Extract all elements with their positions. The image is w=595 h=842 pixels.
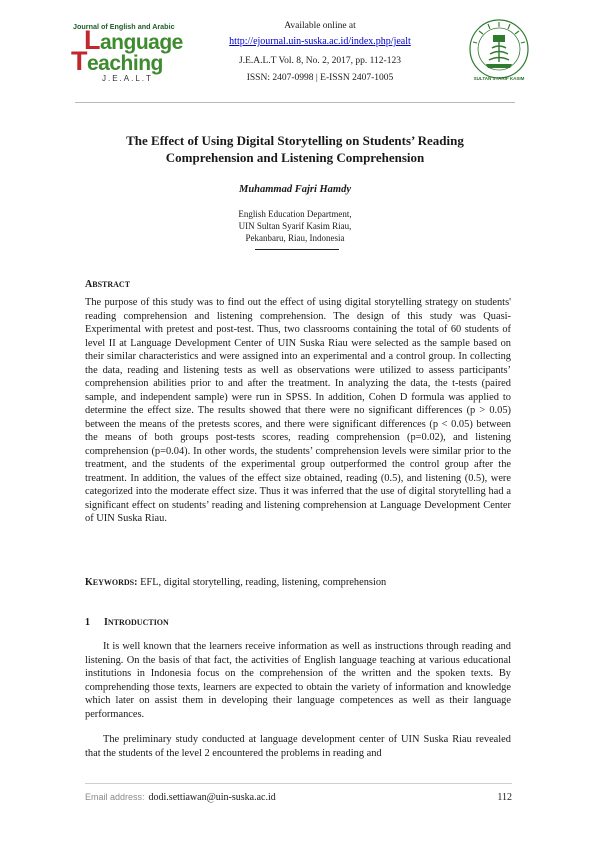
abstract-text: The purpose of this study was to find out the effect of using digital storytelling strategy on students' reading comprehension and listening comprehension. The design of this study was Quasi-Experimental with pretest and post-test. Thus, two classrooms containing the total of 60 students of level II at Language Development Center of UIN Suska Riau were selected as the sample based on their similar characteristics and were assigned into an experimental and a control group. In collecting the data, reading and listening tests as well as observations were utilized to assess participants’ comprehension abilities prior to and after the treatment. In analyzing the data, the t-tests (paired sample, and independent sample) were run in SPSS. In addition, Cohen D formula was applied to determine the effect size. The results showed that there were no significant differences (p > 0.05) between the means of the pretests scores, and there were significant differences (p < 0.05) between the means of both groups post-tests scores, reading comprehension (p=0.02), and listening comprehension (p=0.04). In other words, the students’ comprehension levels were similar prior to the treatment, and the students of the experimental group outperformed the control group after the treatment. In addition, the values of the effect size obtained, reading (0.5), and listening (0.5), were categorized into the moderate effect size. Thus it was inferred that the use of digital storytelling had a significant effect on students’ reading and listening comprehension at Language Development Center of UIN Suska Riau. xyxy=(85,297,511,524)
university-seal-icon xyxy=(466,18,532,84)
keywords-heading: KEYWORDS: xyxy=(85,577,138,588)
intro-paragraph: It is well known that the learners receive information as well as instructions through reading and listening. On the basis of that fact, the activities of English language teaching at various educational institutions in Indonesia focus on the comprehension of the written and the spoken texts. By comprehending those texts, learners are expected to obtain the variety of information and knowledge which later on assist them in developing their language competences as well as their language performances. xyxy=(85,641,511,720)
intro-paragraph: The preliminary study conducted at language development center of UIN Suska Riau revealed that the students of the level 2 encountered the problems in reading and xyxy=(85,734,511,759)
journal-logo xyxy=(70,22,185,84)
journal-url[interactable] xyxy=(190,34,450,50)
keywords xyxy=(85,577,511,588)
seal-caption: SULTAN SYARIF KASIM xyxy=(473,76,525,81)
affiliation-line: UIN Sultan Syarif Kasim Riau, xyxy=(238,221,352,231)
affiliation-divider xyxy=(255,249,339,250)
affiliation-line: English Education Department, xyxy=(238,209,352,219)
logo-tag: J.E.A.L.T xyxy=(102,74,153,83)
issn-info: ISSN: 2407-0998 | E-ISSN 2407-1005 xyxy=(246,73,394,83)
volume-info: J.E.A.L.T Vol. 8, No. 2, 2017, pp. 112-123 xyxy=(239,56,401,66)
logo-subtitle: Journal of English and Arabic xyxy=(73,22,175,31)
title-line-1: The Effect of Using Digital Storytelling on Students’ Reading xyxy=(126,133,464,148)
footer-divider xyxy=(85,783,512,784)
article-title xyxy=(75,132,515,166)
email-label: Email address: xyxy=(85,792,145,802)
journal-url-link[interactable]: http://ejournal.uin-suska.ac.id/index.php/jealt xyxy=(229,36,411,47)
logo-word-language: Language xyxy=(84,25,183,55)
email-footer xyxy=(85,792,276,803)
header-divider xyxy=(75,102,515,103)
abstract-heading: ABSTRACT xyxy=(85,279,131,290)
available-online-text: Available online at xyxy=(284,21,356,31)
keywords-text: EFL, digital storytelling, reading, listening, comprehension xyxy=(140,577,387,588)
logo-word-teaching: Teaching xyxy=(71,46,163,76)
author-name: Muhammad Fajri Hamdy xyxy=(238,184,352,195)
title-line-2: Comprehension and Listening Comprehension xyxy=(165,150,425,165)
page-number: 112 xyxy=(497,792,512,803)
email-address: dodi.settiawan@uin-suska.ac.id xyxy=(148,792,276,803)
introduction-heading: 1 INTRODUCTION xyxy=(85,617,169,628)
affiliation-line: Pekanbaru, Riau, Indonesia xyxy=(245,233,345,243)
